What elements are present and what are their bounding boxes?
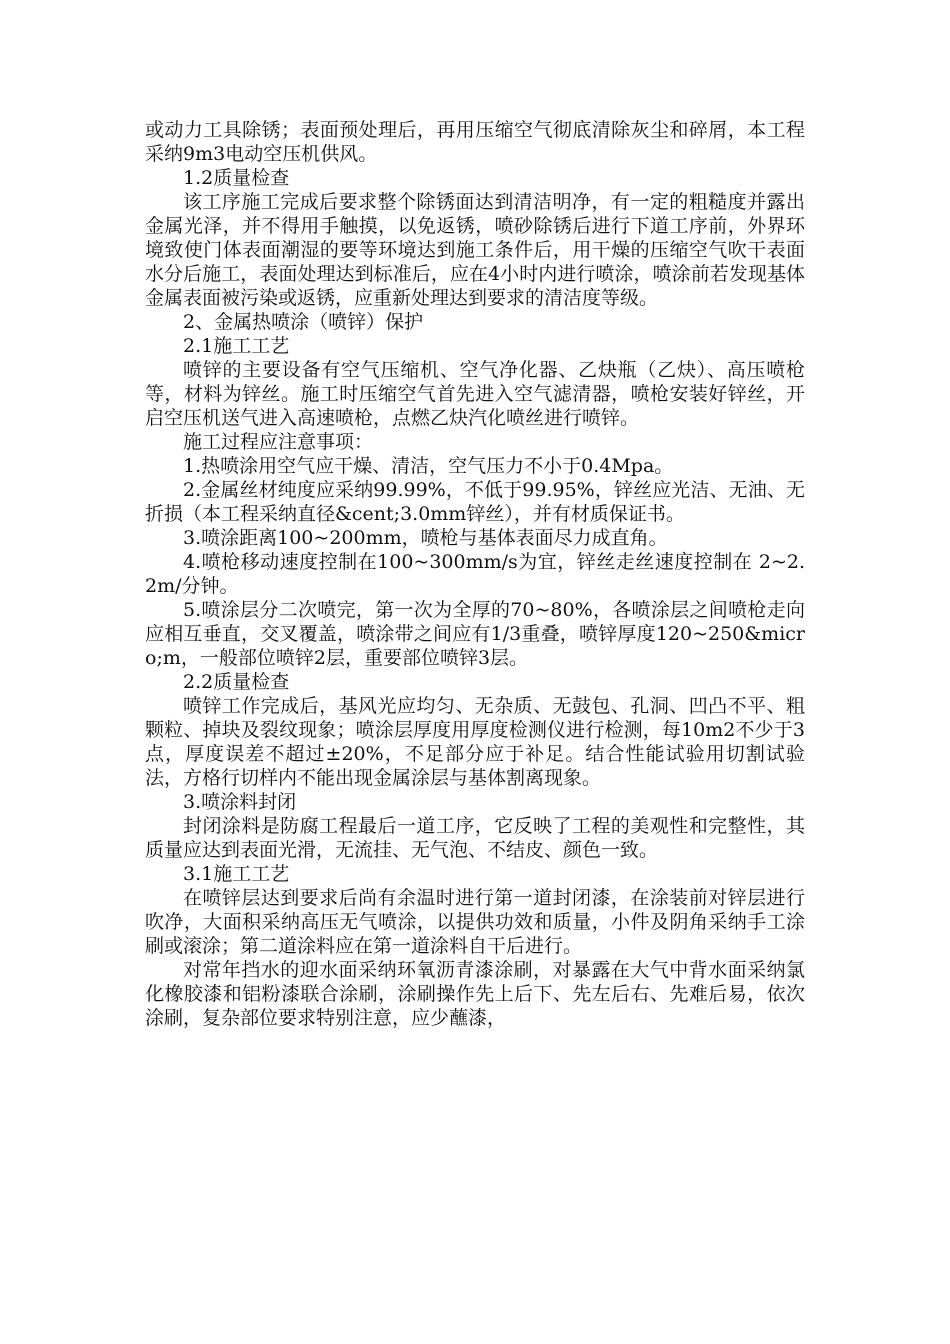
document-body xyxy=(145,118,805,1030)
paragraph-sealing-intro: 封闭涂料是防腐工程最后一道工序，它反映了工程的美观性和完整性，其质量应达到表面光滑，无流挂、无气泡、不结皮、颜色一致。 xyxy=(145,815,805,861)
paragraph-sealing-process: 在喷锌层达到要求后尚有余温时进行第一道封闭漆，在涂装前对锌层进行吹净，大面积采纳高压无气喷涂，以提供功效和质量，小件及阴角采纳手工涂刷或滚涂；第二道涂料应在第一道涂料自干后进行。 xyxy=(145,887,805,957)
heading-2-thermal-spray: 2、金属热喷涂（喷锌）保护 xyxy=(183,311,424,333)
list-item-5: 5.喷涂层分二次喷完，第一次为全厚的70~80%，各喷涂层之间喷枪走向应相互垂直，交叉覆盖，喷涂带之间应有1/3重叠，喷锌厚度120~250&micro;m，一般部位喷锌2层，重要部位喷锌3层。 xyxy=(145,599,805,669)
list-item-1: 1.热喷涂用空气应干燥、清洁，空气压力不小于0.4Mpa。 xyxy=(183,455,674,477)
paragraph-zinc-equipment: 喷锌的主要设备有空气压缩机、空气净化器、乙炔瓶（乙炔）、高压喷枪等，材料为锌丝。施工时压缩空气首先进入空气滤清器，喷枪安装好锌丝，开启空压机送气进入高速喷枪，点燃乙炔汽化喷丝进行喷锌。 xyxy=(145,359,805,429)
paragraph-derusting-quality: 该工序施工完成后要求整个除锈面达到清洁明净，有一定的粗糙度并露出金属光泽，并不得用手触摸，以免返锈，喷砂除锈后进行下道工序前，外界环境致使门体表面潮湿的要等环境达到施工条件后，用干燥的压缩空气吹干表面水分后施工，表面处理达到标准后，应在4小时内进行喷涂，喷涂前若发现基体金属表面被污染或返锈，应重新处理达到要求的清洁度等级。 xyxy=(145,191,805,309)
heading-3-1-process: 3.1施工工艺 xyxy=(183,863,290,885)
list-item-4: 4.喷枪移动速度控制在100~300mm/s为宜，锌丝走丝速度控制在 2~2.2m/分钟。 xyxy=(145,551,805,597)
paragraph-coating-method: 对常年挡水的迎水面采纳环氧沥青漆涂刷，对暴露在大气中背水面采纳氯化橡胶漆和铝粉漆联合涂刷，涂刷操作先上后下、先左后右、先难后易，依次涂刷，复杂部位要求特别注意，应少蘸漆， xyxy=(145,959,805,1029)
heading-2-1-process: 2.1施工工艺 xyxy=(183,335,290,357)
heading-2-2-quality-check: 2.2质量检查 xyxy=(183,671,290,693)
paragraph-notes-title: 施工过程应注意事项： xyxy=(183,431,374,453)
paragraph-zinc-quality: 喷锌工作完成后，基风光应均匀、无杂质、无鼓包、孔洞、凹凸不平、粗颗粒、掉块及裂纹现象；喷涂层厚度用厚度检测仪进行检测，每10m2不少于3点，厚度误差不超过±20%，不足部分应于补足。结合性能试验用切割试验法，方格行切样内不能出现金属涂层与基体割离现象。 xyxy=(145,695,805,789)
list-item-3: 3.喷涂距离100~200mm，喷枪与基体表面尽力成直角。 xyxy=(183,527,668,549)
list-item-2: 2.金属丝材纯度应采纳99.99%，不低于99.95%，锌丝应光洁、无油、无折损（本工程采纳直径&cent;3.0mm锌丝），并有材质保证书。 xyxy=(145,479,805,525)
heading-3-sealing: 3.喷涂料封闭 xyxy=(183,791,297,813)
heading-1-2-quality-check: 1.2质量检查 xyxy=(183,167,290,189)
paragraph-zinc-surface-prep-end: 或动力工具除锈；表面预处理后，再用压缩空气彻底清除灰尘和碎屑，本工程采纳9m3电动空压机供风。 xyxy=(145,119,805,165)
